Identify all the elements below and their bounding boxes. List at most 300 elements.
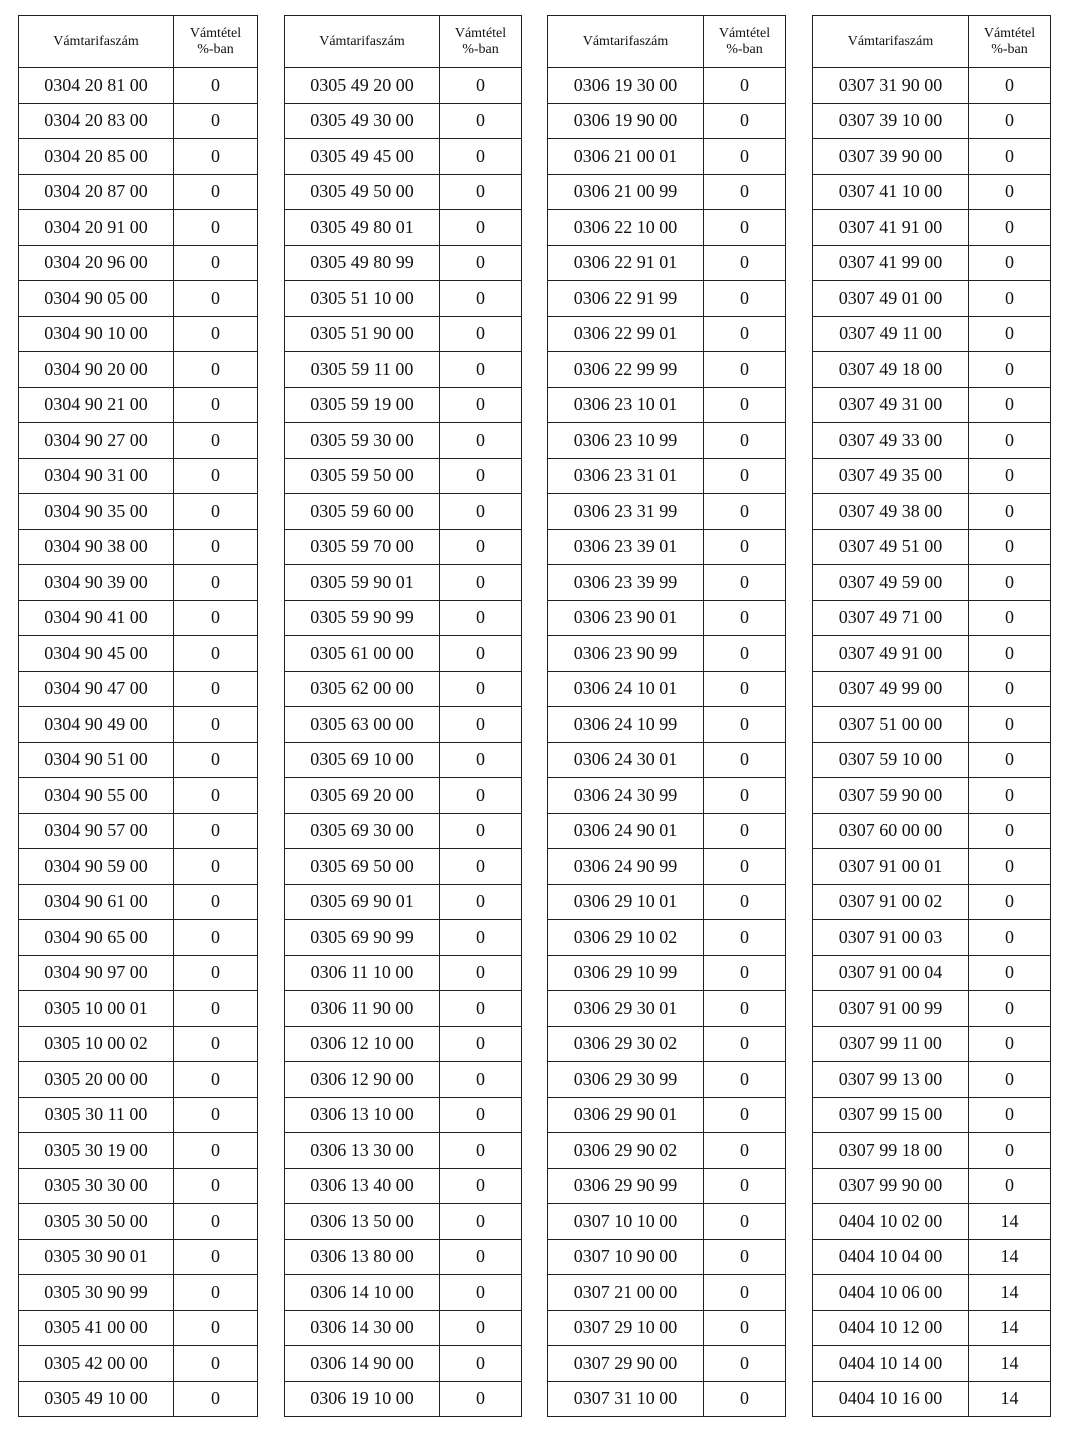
duty-rate-cell: 14 — [969, 1239, 1051, 1275]
tariff-code-cell: 0305 42 00 00 — [19, 1346, 174, 1382]
tariff-code-cell: 0305 59 90 99 — [285, 600, 440, 636]
duty-rate-cell: 0 — [704, 174, 786, 210]
tariff-code-cell: 0306 23 31 99 — [548, 494, 704, 530]
table-row — [548, 778, 786, 814]
tariff-code-cell: 0306 19 30 00 — [548, 68, 704, 104]
table-row — [548, 565, 786, 601]
table-row — [813, 1204, 1051, 1240]
duty-rate-cell: 0 — [969, 671, 1051, 707]
tariff-code-cell: 0306 29 90 99 — [548, 1168, 704, 1204]
table-row — [813, 849, 1051, 885]
table-row — [19, 68, 258, 104]
duty-rate-cell: 0 — [440, 139, 522, 175]
tariff-code-cell: 0306 29 30 99 — [548, 1062, 704, 1098]
table-row — [548, 68, 786, 104]
tariff-code-cell: 0304 20 87 00 — [19, 174, 174, 210]
duty-rate-cell: 0 — [969, 565, 1051, 601]
table-row — [813, 1381, 1051, 1417]
duty-rate-cell: 14 — [969, 1346, 1051, 1382]
table-row — [813, 1133, 1051, 1169]
tariff-code-cell: 0304 90 21 00 — [19, 387, 174, 423]
tariff-code-cell: 0307 41 99 00 — [813, 245, 969, 281]
tariff-code-cell: 0404 10 02 00 — [813, 1204, 969, 1240]
duty-rate-cell: 0 — [969, 245, 1051, 281]
tariff-code-cell: 0306 11 90 00 — [285, 991, 440, 1027]
rate-column-header — [440, 16, 522, 68]
duty-rate-cell: 0 — [174, 210, 258, 246]
tariff-code-cell: 0307 10 90 00 — [548, 1239, 704, 1275]
tariff-code-cell: 0305 10 00 01 — [19, 991, 174, 1027]
table-row — [19, 1097, 258, 1133]
duty-rate-cell: 0 — [969, 281, 1051, 317]
tariff-code-cell: 0305 49 20 00 — [285, 68, 440, 104]
table-row — [285, 991, 522, 1027]
table-row — [813, 139, 1051, 175]
duty-rate-cell: 0 — [969, 423, 1051, 459]
tariff-table-1 — [18, 15, 258, 1417]
duty-rate-cell: 0 — [174, 1275, 258, 1311]
table-row — [285, 742, 522, 778]
duty-rate-cell: 0 — [704, 1168, 786, 1204]
tariff-code-cell: 0307 49 35 00 — [813, 458, 969, 494]
tariff-code-cell: 0307 39 90 00 — [813, 139, 969, 175]
table-row — [813, 636, 1051, 672]
tariff-code-cell: 0404 10 12 00 — [813, 1310, 969, 1346]
table-row — [813, 991, 1051, 1027]
tariff-code-cell: 0306 13 80 00 — [285, 1239, 440, 1275]
table-row — [813, 1062, 1051, 1098]
tariff-code-cell: 0304 90 65 00 — [19, 920, 174, 956]
table-row — [813, 671, 1051, 707]
tariff-code-cell: 0306 23 10 01 — [548, 387, 704, 423]
tariff-code-cell: 0304 20 85 00 — [19, 139, 174, 175]
rate-column-header — [969, 16, 1051, 68]
duty-rate-cell: 0 — [969, 1133, 1051, 1169]
table-row — [19, 387, 258, 423]
tariff-code-cell: 0305 69 90 99 — [285, 920, 440, 956]
tariff-code-cell: 0306 29 30 02 — [548, 1026, 704, 1062]
tariff-code-cell: 0307 49 71 00 — [813, 600, 969, 636]
duty-rate-cell: 0 — [969, 1026, 1051, 1062]
table-row — [19, 174, 258, 210]
table-row — [19, 849, 258, 885]
table-row — [285, 671, 522, 707]
tariff-code-cell: 0307 49 31 00 — [813, 387, 969, 423]
duty-rate-cell: 0 — [174, 103, 258, 139]
duty-rate-cell: 0 — [174, 884, 258, 920]
duty-rate-cell: 0 — [174, 813, 258, 849]
tariff-code-cell: 0305 59 70 00 — [285, 529, 440, 565]
duty-rate-cell: 0 — [969, 1097, 1051, 1133]
tariff-code-cell: 0307 41 10 00 — [813, 174, 969, 210]
table-row — [548, 245, 786, 281]
table-row — [548, 210, 786, 246]
table-row — [813, 174, 1051, 210]
duty-rate-cell: 0 — [174, 423, 258, 459]
code-column-header: Vámtarifaszám — [285, 16, 440, 68]
tariff-code-cell: 0304 90 49 00 — [19, 707, 174, 743]
duty-rate-cell: 0 — [969, 742, 1051, 778]
duty-rate-cell: 0 — [440, 600, 522, 636]
tariff-code-cell: 0306 19 90 00 — [548, 103, 704, 139]
tariff-code-cell: 0304 90 31 00 — [19, 458, 174, 494]
table-row — [548, 671, 786, 707]
duty-rate-cell: 0 — [440, 1381, 522, 1417]
table-row — [285, 849, 522, 885]
duty-rate-cell: 0 — [704, 103, 786, 139]
table-row — [19, 1275, 258, 1311]
table-row — [548, 920, 786, 956]
table-row — [19, 494, 258, 530]
table-row — [813, 458, 1051, 494]
tariff-code-cell: 0304 20 83 00 — [19, 103, 174, 139]
tariff-code-cell: 0307 21 00 00 — [548, 1275, 704, 1311]
duty-rate-cell: 0 — [174, 600, 258, 636]
tariff-code-cell: 0305 30 11 00 — [19, 1097, 174, 1133]
code-column-header: Vámtarifaszám — [19, 16, 174, 68]
duty-rate-cell: 0 — [704, 245, 786, 281]
table-row — [813, 1239, 1051, 1275]
table-row — [19, 316, 258, 352]
duty-rate-cell: 0 — [704, 423, 786, 459]
table-row — [548, 529, 786, 565]
tariff-code-cell: 0305 49 80 01 — [285, 210, 440, 246]
duty-rate-cell: 0 — [440, 813, 522, 849]
table-row — [813, 423, 1051, 459]
table-row — [19, 671, 258, 707]
tariff-code-cell: 0307 31 10 00 — [548, 1381, 704, 1417]
duty-rate-cell: 0 — [969, 920, 1051, 956]
table-row — [548, 1275, 786, 1311]
duty-rate-cell: 0 — [969, 352, 1051, 388]
table-row — [285, 1346, 522, 1382]
tariff-code-cell: 0306 23 90 99 — [548, 636, 704, 672]
duty-rate-cell: 0 — [969, 458, 1051, 494]
tariff-code-cell: 0307 59 10 00 — [813, 742, 969, 778]
table-row — [813, 1097, 1051, 1133]
table-row — [285, 423, 522, 459]
table-row — [813, 813, 1051, 849]
table-row — [548, 849, 786, 885]
tariff-code-cell: 0304 20 81 00 — [19, 68, 174, 104]
duty-rate-cell: 0 — [704, 742, 786, 778]
table-header-row — [285, 16, 522, 68]
tariff-code-cell: 0306 22 91 99 — [548, 281, 704, 317]
tariff-code-cell: 0306 24 10 01 — [548, 671, 704, 707]
duty-rate-cell: 0 — [440, 671, 522, 707]
tariff-code-cell: 0304 90 27 00 — [19, 423, 174, 459]
tariff-code-cell: 0306 29 90 02 — [548, 1133, 704, 1169]
table-header-row — [813, 16, 1051, 68]
table-row — [19, 1346, 258, 1382]
tariff-code-cell: 0305 30 50 00 — [19, 1204, 174, 1240]
table-row — [285, 813, 522, 849]
table-row — [813, 1026, 1051, 1062]
rate-header-line1: Vámtétel — [983, 25, 1036, 41]
duty-rate-cell: 0 — [969, 991, 1051, 1027]
tariff-code-cell: 0304 90 39 00 — [19, 565, 174, 601]
table-row — [285, 316, 522, 352]
duty-rate-cell: 0 — [969, 707, 1051, 743]
table-row — [548, 174, 786, 210]
table-row — [285, 778, 522, 814]
duty-rate-cell: 0 — [174, 742, 258, 778]
tariff-code-cell: 0305 69 10 00 — [285, 742, 440, 778]
duty-rate-cell: 0 — [174, 778, 258, 814]
tariff-code-cell: 0305 49 30 00 — [285, 103, 440, 139]
table-row — [813, 1346, 1051, 1382]
table-row — [813, 352, 1051, 388]
duty-rate-cell: 0 — [704, 849, 786, 885]
tariff-code-cell: 0304 90 10 00 — [19, 316, 174, 352]
table-row — [548, 352, 786, 388]
duty-rate-cell: 0 — [440, 1275, 522, 1311]
duty-rate-cell: 0 — [440, 1168, 522, 1204]
duty-rate-cell: 0 — [440, 1133, 522, 1169]
table-row — [548, 1062, 786, 1098]
table-row — [285, 281, 522, 317]
table-row — [19, 778, 258, 814]
table-row — [548, 600, 786, 636]
duty-rate-cell: 0 — [440, 955, 522, 991]
duty-rate-cell: 0 — [174, 707, 258, 743]
tariff-code-cell: 0306 14 10 00 — [285, 1275, 440, 1311]
table-row — [813, 387, 1051, 423]
table-row — [548, 1204, 786, 1240]
tariff-code-cell: 0304 90 61 00 — [19, 884, 174, 920]
table-row — [285, 1310, 522, 1346]
table-row — [285, 920, 522, 956]
tariff-code-cell: 0306 29 90 01 — [548, 1097, 704, 1133]
duty-rate-cell: 0 — [440, 423, 522, 459]
table-row — [19, 1133, 258, 1169]
table-row — [813, 68, 1051, 104]
table-row — [285, 955, 522, 991]
table-row — [19, 281, 258, 317]
rate-header-line1: Vámtétel — [718, 25, 771, 41]
tariff-table-3 — [547, 15, 786, 1417]
tariff-code-cell: 0305 59 50 00 — [285, 458, 440, 494]
tariff-code-cell: 0307 31 90 00 — [813, 68, 969, 104]
tariff-code-cell: 0304 90 47 00 — [19, 671, 174, 707]
tariff-code-cell: 0307 99 18 00 — [813, 1133, 969, 1169]
duty-rate-cell: 0 — [704, 1381, 786, 1417]
duty-rate-cell: 0 — [969, 387, 1051, 423]
tariff-code-cell: 0306 29 10 99 — [548, 955, 704, 991]
duty-rate-cell: 0 — [704, 1097, 786, 1133]
table-row — [285, 884, 522, 920]
table-row — [813, 1310, 1051, 1346]
table-row — [285, 1062, 522, 1098]
rate-column-header — [174, 16, 258, 68]
duty-rate-cell: 0 — [174, 281, 258, 317]
tariff-code-cell: 0307 49 91 00 — [813, 636, 969, 672]
duty-rate-cell: 0 — [704, 707, 786, 743]
duty-rate-cell: 0 — [440, 849, 522, 885]
table-row — [813, 1275, 1051, 1311]
tariff-code-cell: 0306 21 00 99 — [548, 174, 704, 210]
tariff-code-cell: 0304 90 97 00 — [19, 955, 174, 991]
duty-rate-cell: 0 — [440, 884, 522, 920]
duty-rate-cell: 0 — [704, 884, 786, 920]
duty-rate-cell: 0 — [704, 316, 786, 352]
tariff-code-cell: 0306 24 90 99 — [548, 849, 704, 885]
tariff-code-cell: 0307 99 11 00 — [813, 1026, 969, 1062]
table-row — [285, 565, 522, 601]
table-row — [548, 742, 786, 778]
duty-rate-cell: 0 — [174, 955, 258, 991]
table-row — [19, 1026, 258, 1062]
rate-header-line2: %-ban — [197, 41, 234, 57]
table-row — [285, 1204, 522, 1240]
duty-rate-cell: 0 — [440, 565, 522, 601]
table-row — [813, 707, 1051, 743]
tariff-code-cell: 0307 49 01 00 — [813, 281, 969, 317]
duty-rate-cell: 0 — [704, 1133, 786, 1169]
tariff-code-cell: 0306 11 10 00 — [285, 955, 440, 991]
duty-rate-cell: 0 — [174, 245, 258, 281]
table-row — [285, 139, 522, 175]
table-row — [285, 210, 522, 246]
duty-rate-cell: 0 — [440, 991, 522, 1027]
table-row — [19, 991, 258, 1027]
duty-rate-cell: 0 — [969, 636, 1051, 672]
tariff-code-cell: 0307 29 90 00 — [548, 1346, 704, 1382]
duty-rate-cell: 0 — [440, 1062, 522, 1098]
duty-rate-cell: 0 — [440, 1204, 522, 1240]
table-row — [548, 1239, 786, 1275]
duty-rate-cell: 0 — [174, 494, 258, 530]
table-row — [813, 281, 1051, 317]
tariff-code-cell: 0306 23 39 99 — [548, 565, 704, 601]
table-row — [813, 565, 1051, 601]
duty-rate-cell: 0 — [440, 210, 522, 246]
tariff-code-cell: 0305 41 00 00 — [19, 1310, 174, 1346]
tariff-code-cell: 0305 59 11 00 — [285, 352, 440, 388]
tariff-code-cell: 0306 24 30 99 — [548, 778, 704, 814]
duty-rate-cell: 14 — [969, 1310, 1051, 1346]
table-row — [285, 458, 522, 494]
table-row — [19, 423, 258, 459]
tariff-code-cell: 0306 13 40 00 — [285, 1168, 440, 1204]
table-row — [813, 920, 1051, 956]
tariff-code-cell: 0305 59 60 00 — [285, 494, 440, 530]
duty-rate-cell: 0 — [969, 139, 1051, 175]
duty-rate-cell: 0 — [969, 210, 1051, 246]
tariff-code-cell: 0305 59 19 00 — [285, 387, 440, 423]
table-row — [19, 884, 258, 920]
duty-rate-cell: 0 — [440, 1097, 522, 1133]
table-row — [548, 1133, 786, 1169]
duty-rate-cell: 0 — [969, 955, 1051, 991]
tariff-code-cell: 0404 10 16 00 — [813, 1381, 969, 1417]
duty-rate-cell: 0 — [174, 1133, 258, 1169]
table-row — [19, 352, 258, 388]
duty-rate-cell: 0 — [969, 174, 1051, 210]
tariff-code-cell: 0307 99 90 00 — [813, 1168, 969, 1204]
tariff-code-cell: 0307 10 10 00 — [548, 1204, 704, 1240]
duty-rate-cell: 0 — [704, 210, 786, 246]
duty-rate-cell: 0 — [704, 1310, 786, 1346]
duty-rate-cell: 0 — [440, 281, 522, 317]
tariff-code-cell: 0307 91 00 02 — [813, 884, 969, 920]
table-row — [813, 210, 1051, 246]
tariff-code-cell: 0306 29 30 01 — [548, 991, 704, 1027]
duty-rate-cell: 0 — [704, 671, 786, 707]
tariff-code-cell: 0307 91 00 03 — [813, 920, 969, 956]
tariff-code-cell: 0306 29 10 01 — [548, 884, 704, 920]
table-row — [548, 1381, 786, 1417]
tariff-code-cell: 0306 13 50 00 — [285, 1204, 440, 1240]
duty-rate-cell: 0 — [440, 68, 522, 104]
duty-rate-cell: 0 — [969, 884, 1051, 920]
table-row — [19, 707, 258, 743]
duty-rate-cell: 0 — [704, 458, 786, 494]
tariff-code-cell: 0305 63 00 00 — [285, 707, 440, 743]
table-row — [548, 139, 786, 175]
tariff-code-cell: 0304 90 55 00 — [19, 778, 174, 814]
tariff-code-cell: 0307 99 13 00 — [813, 1062, 969, 1098]
table-row — [19, 245, 258, 281]
tariff-code-cell: 0304 20 91 00 — [19, 210, 174, 246]
table-row — [19, 1381, 258, 1417]
table-row — [285, 636, 522, 672]
duty-rate-cell: 0 — [440, 636, 522, 672]
table-row — [285, 529, 522, 565]
table-row — [285, 1097, 522, 1133]
tariff-code-cell: 0305 49 10 00 — [19, 1381, 174, 1417]
tariff-code-cell: 0305 69 30 00 — [285, 813, 440, 849]
table-row — [19, 103, 258, 139]
tariff-code-cell: 0307 49 51 00 — [813, 529, 969, 565]
table-row — [548, 636, 786, 672]
rate-header-line2: %-ban — [991, 41, 1028, 57]
tariff-code-cell: 0305 51 90 00 — [285, 316, 440, 352]
table-row — [813, 245, 1051, 281]
table-row — [548, 316, 786, 352]
tariff-code-cell: 0306 22 99 99 — [548, 352, 704, 388]
tariff-code-cell: 0306 13 10 00 — [285, 1097, 440, 1133]
tariff-code-cell: 0305 30 90 01 — [19, 1239, 174, 1275]
table-row — [548, 884, 786, 920]
tariff-code-cell: 0307 49 38 00 — [813, 494, 969, 530]
duty-rate-cell: 0 — [704, 565, 786, 601]
duty-rate-cell: 0 — [969, 529, 1051, 565]
table-row — [19, 600, 258, 636]
tariff-code-cell: 0305 62 00 00 — [285, 671, 440, 707]
table-row — [548, 1026, 786, 1062]
duty-rate-cell: 0 — [440, 742, 522, 778]
table-row — [813, 884, 1051, 920]
duty-rate-cell: 0 — [704, 920, 786, 956]
table-row — [19, 1239, 258, 1275]
duty-rate-cell: 0 — [440, 174, 522, 210]
duty-rate-cell: 0 — [969, 600, 1051, 636]
table-row — [19, 1204, 258, 1240]
table-row — [548, 281, 786, 317]
tariff-code-cell: 0404 10 06 00 — [813, 1275, 969, 1311]
table-row — [548, 991, 786, 1027]
table-row — [813, 742, 1051, 778]
tariff-code-cell: 0305 69 50 00 — [285, 849, 440, 885]
tariff-code-cell: 0305 30 30 00 — [19, 1168, 174, 1204]
table-row — [548, 458, 786, 494]
tariff-code-cell: 0304 90 41 00 — [19, 600, 174, 636]
duty-rate-cell: 0 — [704, 352, 786, 388]
duty-rate-cell: 0 — [704, 1346, 786, 1382]
tariff-code-cell: 0304 90 51 00 — [19, 742, 174, 778]
duty-rate-cell: 14 — [969, 1381, 1051, 1417]
